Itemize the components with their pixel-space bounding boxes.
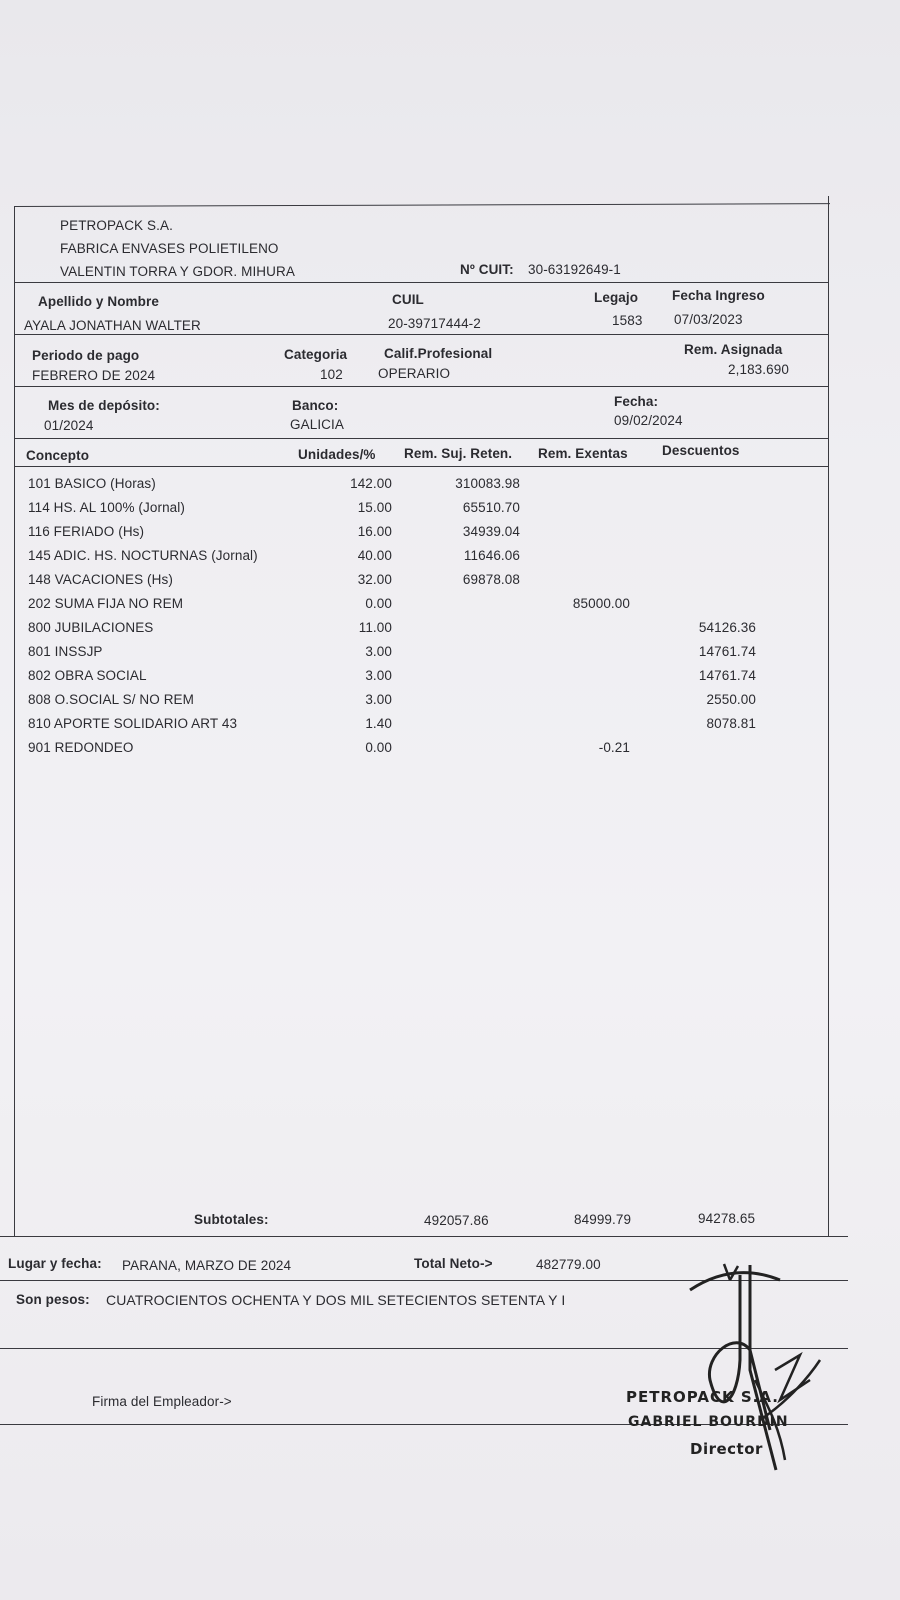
row-units: 1.40 [365, 716, 392, 731]
row-units: 40.00 [357, 548, 392, 563]
divider-1 [14, 282, 828, 283]
row-descuentos: 14761.74 [698, 668, 756, 683]
bank-value: GALICIA [290, 417, 344, 432]
col-concepto: Concepto [26, 448, 90, 463]
row-descuentos: 8078.81 [706, 716, 756, 731]
rem-asignada-label: Rem. Asignada [684, 342, 783, 357]
col-descuentos: Descuentos [662, 443, 740, 458]
table-row [0, 524, 900, 548]
deposit-month: 01/2024 [44, 418, 94, 433]
row-concept: 801 INSSJP [28, 644, 103, 659]
table-row [0, 548, 900, 572]
stamp-title: Director [690, 1440, 763, 1458]
row-descuentos: 14761.74 [698, 644, 756, 659]
company-cuit: 30-63192649-1 [528, 262, 621, 277]
row-concept: 800 JUBILACIONES [28, 620, 154, 635]
son-pesos-label: Son pesos: [16, 1292, 90, 1307]
col-unidades: Unidades/% [298, 447, 376, 462]
rem-asignada-value: 2,183.690 [728, 362, 789, 377]
row-rem-exentas: 85000.00 [572, 596, 630, 611]
table-row [0, 500, 900, 524]
name-label: Apellido y Nombre [38, 294, 159, 309]
cuit-label: Nº CUIT: [460, 262, 514, 277]
company-name: PETROPACK S.A. [60, 218, 173, 233]
table-row [0, 596, 900, 620]
row-descuentos: 54126.36 [698, 620, 756, 635]
stamp-name: GABRIEL BOURDIN [628, 1414, 789, 1430]
top-border [14, 203, 830, 207]
row-units: 32.00 [357, 572, 392, 587]
row-rem-exentas: -0.21 [598, 740, 630, 755]
divider-2 [14, 334, 828, 335]
table-row [0, 716, 900, 740]
calif-label: Calif.Profesional [384, 346, 493, 361]
total-neto-value: 482779.00 [536, 1257, 601, 1272]
row-units: 16.00 [357, 524, 392, 539]
row-units: 3.00 [365, 692, 392, 707]
col-rem-exentas: Rem. Exentas [538, 446, 628, 461]
table-row [0, 572, 900, 596]
row-units: 11.00 [358, 620, 392, 635]
legajo-label: Legajo [594, 290, 639, 305]
row-rem-suj: 11646.06 [463, 548, 520, 563]
row-units: 15.00 [357, 500, 392, 515]
subtotal-rem-exentas: 84999.79 [574, 1212, 632, 1227]
categoria-value: 102 [320, 367, 343, 382]
deposit-date: 09/02/2024 [614, 413, 683, 428]
employee-legajo: 1583 [612, 313, 643, 328]
firma-empleador-label: Firma del Empleador-> [92, 1394, 232, 1409]
table-row [0, 644, 900, 668]
ingreso-label: Fecha Ingreso [672, 288, 765, 303]
row-concept: 145 ADIC. HS. NOCTURNAS (Jornal) [28, 548, 258, 563]
row-rem-suj: 65510.70 [462, 500, 520, 515]
company-address: VALENTIN TORRA Y GDOR. MIHURA [60, 264, 295, 279]
row-concept: 802 OBRA SOCIAL [28, 668, 147, 683]
company-activity: FABRICA ENVASES POLIETILENO [60, 241, 279, 256]
row-units: 3.00 [365, 644, 392, 659]
divider-4 [14, 438, 828, 439]
lugar-value: PARANA, MARZO DE 2024 [122, 1258, 292, 1273]
table-row [0, 740, 900, 764]
table-row [0, 476, 900, 500]
calif-value: OPERARIO [378, 366, 451, 381]
stamp-company: PETROPACK S.A. [626, 1388, 779, 1406]
row-units: 3.00 [365, 668, 392, 683]
period-value: FEBRERO DE 2024 [32, 368, 156, 383]
row-concept: 114 HS. AL 100% (Jornal) [28, 500, 185, 515]
divider-5 [14, 466, 828, 467]
row-concept: 808 O.SOCIAL S/ NO REM [28, 692, 194, 707]
row-rem-suj: 310083.98 [455, 476, 520, 491]
row-concept: 101 BASICO (Horas) [28, 476, 156, 491]
table-row [0, 692, 900, 716]
row-concept: 901 REDONDEO [28, 740, 134, 755]
categoria-label: Categoria [284, 347, 348, 362]
divider-6 [0, 1236, 848, 1237]
row-rem-suj: 34939.04 [462, 524, 520, 539]
cuil-label: CUIL [392, 292, 424, 307]
col-rem-suj: Rem. Suj. Reten. [404, 446, 513, 461]
subtotals-label: Subtotales: [194, 1212, 269, 1227]
lugar-label: Lugar y fecha: [8, 1256, 102, 1271]
employee-name: AYALA JONATHAN WALTER [24, 318, 201, 333]
subtotal-descuentos: 94278.65 [698, 1211, 756, 1226]
deposit-date-label: Fecha: [614, 394, 659, 409]
subtotal-rem-suj: 492057.86 [424, 1213, 489, 1228]
employee-ingreso: 07/03/2023 [674, 312, 743, 327]
row-concept: 202 SUMA FIJA NO REM [28, 596, 184, 611]
row-concept: 116 FERIADO (Hs) [28, 524, 145, 539]
employee-cuil: 20-39717444-2 [388, 316, 481, 331]
row-descuentos: 2550.00 [706, 692, 756, 707]
deposit-month-label: Mes de depósito: [48, 398, 160, 413]
row-rem-suj: 69878.08 [462, 572, 520, 587]
bank-label: Banco: [292, 398, 339, 413]
table-row [0, 668, 900, 692]
table-row [0, 620, 900, 644]
period-label: Periodo de pago [32, 348, 140, 363]
row-concept: 810 APORTE SOLIDARIO ART 43 [28, 716, 238, 731]
divider-3 [14, 386, 828, 387]
row-units: 0.00 [365, 740, 392, 755]
son-pesos-value: CUATROCIENTOS OCHENTA Y DOS MIL SETECIENTOS SETENTA Y I [106, 1292, 566, 1308]
row-units: 0.00 [365, 596, 392, 611]
row-units: 142.00 [350, 476, 392, 491]
row-concept: 148 VACACIONES (Hs) [28, 572, 173, 587]
total-neto-label: Total Neto-> [414, 1256, 493, 1271]
